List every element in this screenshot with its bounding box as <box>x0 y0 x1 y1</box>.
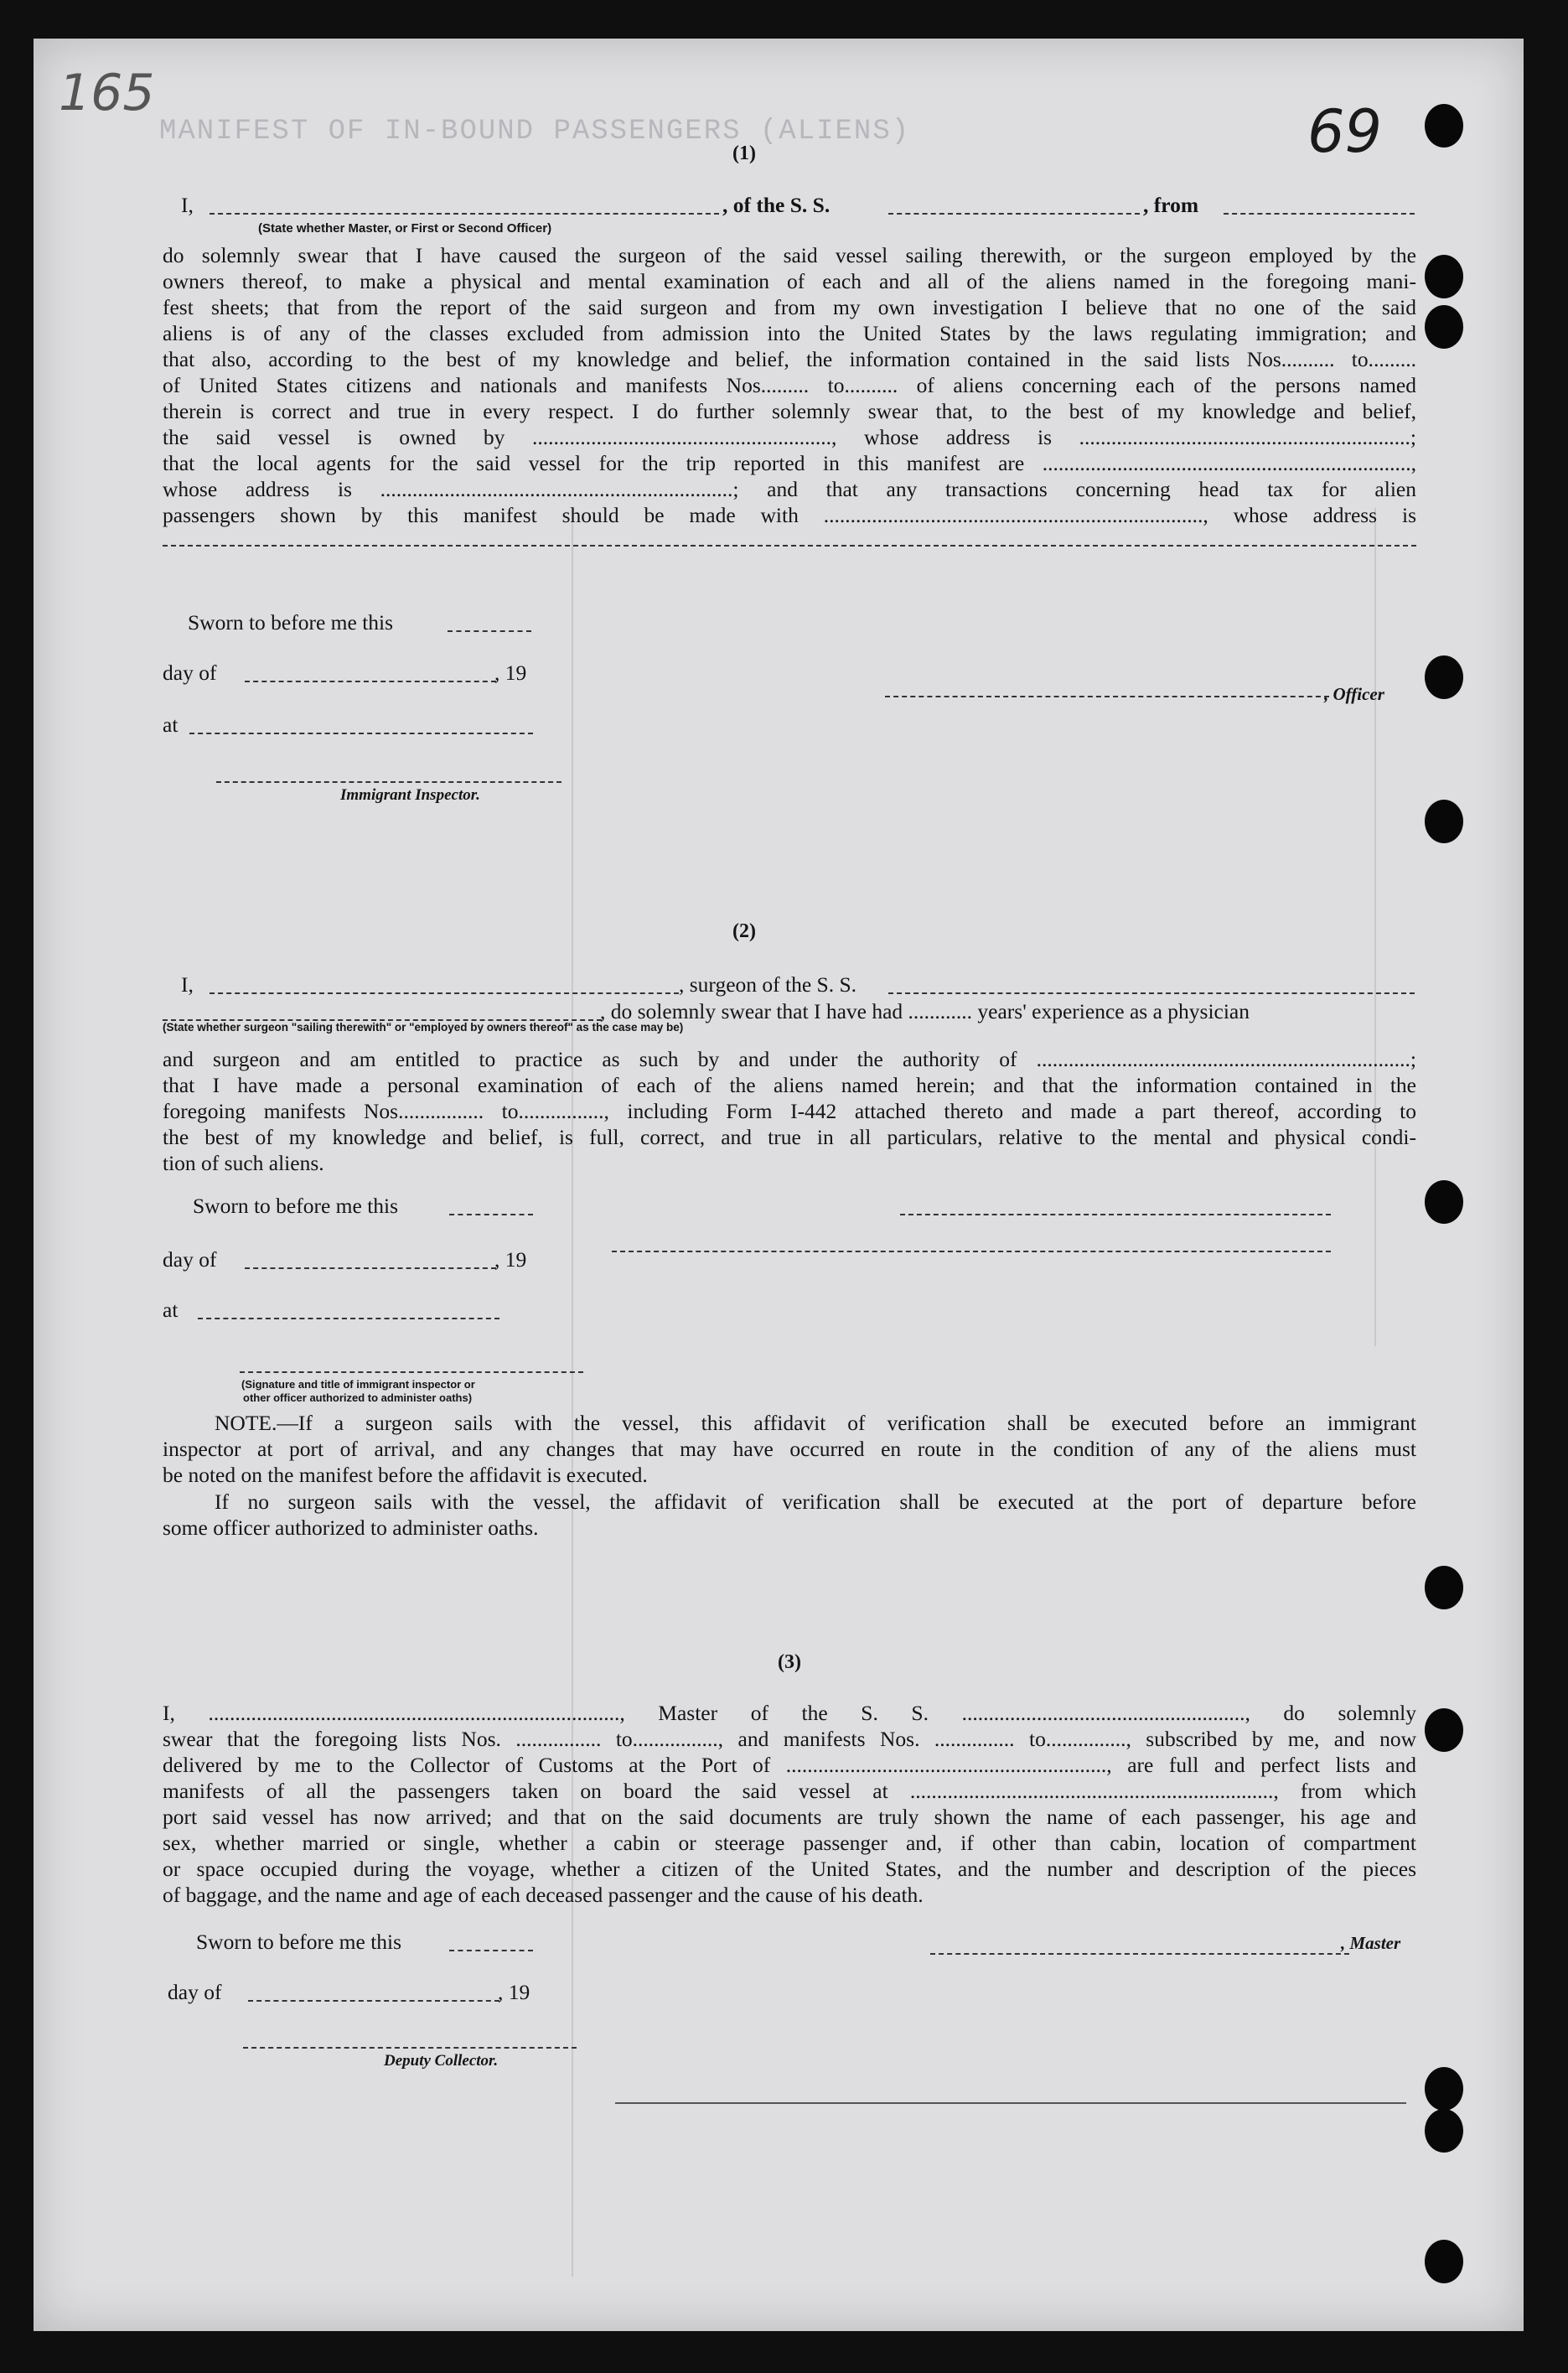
section-1-i: I, <box>181 193 194 217</box>
punch-hole <box>1425 2067 1463 2111</box>
handwritten-page-number: 69 <box>1307 97 1383 166</box>
section-1-line: of United States citizens and nationals and manifests Nos......... to.......... of aliens concerning each of the persons named <box>163 373 1416 397</box>
inspector-signature-line <box>216 781 561 783</box>
section-2-i: I, <box>181 972 194 997</box>
note-line: be noted on the manifest before the affidavit is executed. <box>163 1463 648 1487</box>
section-1-line: that the local agents for the said vessel for the trip reported in this manifest are ....................................................................., <box>163 451 1416 475</box>
section-2-sworn: Sworn to before me this <box>193 1194 399 1218</box>
punch-hole <box>1425 800 1463 843</box>
punch-hole <box>1425 655 1463 699</box>
signature-line <box>900 1214 1331 1215</box>
section-3-line: delivered by me to the Collector of Customs at the Port of ............................................................, are full and perfect lists and <box>163 1753 1416 1777</box>
section-2-line: tion of such aliens. <box>163 1151 324 1175</box>
officer-signature-line <box>885 696 1329 697</box>
divider-line <box>612 1251 1331 1252</box>
section-1-line: passengers shown by this manifest should be made with ......................................................................., whose address is <box>163 503 1416 527</box>
section-2-hint: (State whether surgeon "sailing therewith" or "employed by owners thereof" as the case may be) <box>163 1021 684 1034</box>
section-1-sworn: Sworn to before me this <box>188 610 394 635</box>
blank-line <box>449 1950 533 1951</box>
section-3-line: sex, whether married or single, whether a cabin or steerage passenger and, if other than cabin, location of compartment <box>163 1831 1416 1855</box>
blank-line <box>245 1267 496 1269</box>
blank-line <box>210 992 679 994</box>
manifest-page <box>34 39 1524 2331</box>
punch-hole <box>1425 1180 1463 1224</box>
punch-hole <box>1425 1566 1463 1609</box>
section-2-number: (2) <box>732 920 756 942</box>
blank-line <box>448 630 531 632</box>
section-3-number: (3) <box>778 1651 801 1673</box>
section-1-line: owners thereof, to make a physical and mental examination of each and all of the aliens named in the foregoing mani- <box>163 269 1416 293</box>
note-line: inspector at port of arrival, and any changes that may have occurred en route in the condition of any of the aliens must <box>163 1437 1416 1461</box>
section-3-sworn: Sworn to before me this <box>196 1930 402 1954</box>
blank-line <box>245 681 496 682</box>
blank-line <box>888 992 1415 994</box>
bleed-through-title: MANIFEST OF IN-BOUND PASSENGERS (ALIENS) <box>159 116 911 148</box>
section-3-day-of: day of <box>168 1980 222 2004</box>
section-1-hint: (State whether Master, or First or Second Officer) <box>258 221 552 236</box>
handwritten-corner-number: 165 <box>59 64 155 122</box>
section-3-line: I, ............................................................................., Master of the S. S. ....................................................., do solemnly <box>163 1701 1416 1725</box>
bleed-column-line <box>572 508 573 2277</box>
sig-caption: other officer authorized to administer oaths) <box>243 1391 473 1404</box>
section-2-year: , 19 <box>494 1247 527 1272</box>
section-2-line: foregoing manifests Nos................ to................, including Form I-442 attached thereto and made a part thereof, according to <box>163 1099 1416 1123</box>
section-2-line: the best of my knowledge and belief, is full, correct, and true in all particulars, relative to the mental and physical condi- <box>163 1125 1416 1149</box>
blank-line <box>449 1214 533 1215</box>
bleed-column-line <box>1374 508 1376 1346</box>
punch-hole <box>1425 305 1463 349</box>
immigrant-inspector-label: Immigrant Inspector. <box>340 786 480 804</box>
divider-line <box>615 2102 1406 2104</box>
section-1-line: fest sheets; that from the report of the said surgeon and from my own investigation I believe that no one of the said <box>163 295 1416 319</box>
punch-hole <box>1425 104 1463 148</box>
section-1-from: , from <box>1143 193 1199 217</box>
section-2-swear: , do solemnly swear that I have had ............ years' experience as a physician <box>600 999 1250 1023</box>
section-1-line: the said vessel is owned by ........................................................, whose address is ..............................................................; <box>163 425 1416 449</box>
note-line: If no surgeon sails with the vessel, the affidavit of verification shall be executed at the port of departure before <box>215 1490 1416 1514</box>
section-1-line: aliens is of any of the classes excluded from admission into the United States by the laws regulating immigration; and <box>163 321 1416 345</box>
section-3-line: or space occupied during the voyage, whether a citizen of the United States, and the number and description of the pieces <box>163 1857 1416 1881</box>
punch-hole <box>1425 2109 1463 2153</box>
master-signature-line <box>930 1953 1349 1955</box>
blank-line <box>198 1318 499 1319</box>
master-label: , Master <box>1341 1933 1401 1953</box>
section-2-at: at <box>163 1298 179 1322</box>
section-2-line: and surgeon and am entitled to practice as such by and under the authority of ......................................................................; <box>163 1047 1416 1071</box>
blank-line <box>888 213 1140 215</box>
section-1-day-of: day of <box>163 661 217 685</box>
blank-line <box>248 2000 499 2002</box>
note-line: some officer authorized to administer oaths. <box>163 1516 539 1540</box>
blank-line <box>189 733 533 734</box>
section-2-line: that I have made a personal examination of each of the aliens named herein; and that the information contained in the <box>163 1073 1416 1097</box>
section-1-year: , 19 <box>494 661 527 685</box>
section-2-surgeon: , surgeon of the S. S. <box>679 972 857 997</box>
collector-signature-line <box>243 2047 577 2049</box>
section-3-year: , 19 <box>498 1980 530 2004</box>
section-3-line: port said vessel has now arrived; and that on the said documents are truly shown the name of each passenger, his age and <box>163 1805 1416 1829</box>
section-3-line: manifests of all the passengers taken on board the said vessel at ...................................................................., from which <box>163 1779 1416 1803</box>
section-1-line: do solemnly swear that I have caused the surgeon of the said vessel sailing therewith, or the surgeon employed by the <box>163 243 1416 267</box>
blank-line <box>163 545 1416 547</box>
section-1-line: therein is correct and true in every respect. I do further solemnly swear that, to the best of my knowledge and belief, <box>163 399 1416 423</box>
section-3-line: of baggage, and the name and age of each deceased passenger and the cause of his death. <box>163 1883 924 1907</box>
section-1-at: at <box>163 712 179 737</box>
sig-caption: (Signature and title of immigrant inspector or <box>241 1378 475 1391</box>
section-1-ss: , of the S. S. <box>722 193 831 217</box>
section-1-line: that also, according to the best of my knowledge and belief, the information contained in the said lists Nos.......... to......... <box>163 347 1416 371</box>
blank-line <box>1224 213 1415 215</box>
punch-hole <box>1425 255 1463 298</box>
blank-line <box>210 213 719 215</box>
section-1-line: whose address is ..................................................................; and that any transactions concerning head tax for alien <box>163 477 1416 501</box>
section-1-number: (1) <box>732 142 756 164</box>
section-2-day-of: day of <box>163 1247 217 1272</box>
deputy-collector-label: Deputy Collector. <box>384 2052 499 2070</box>
note-line: NOTE.—If a surgeon sails with the vessel, this affidavit of verification shall be executed before an immigrant <box>215 1411 1416 1435</box>
blank-line <box>240 1371 583 1373</box>
section-3-line: swear that the foregoing lists Nos. ................ to................, and manifests Nos. ............... to..............., subscribed by me, and now <box>163 1727 1416 1751</box>
punch-hole <box>1425 1708 1463 1752</box>
officer-label: , Officer <box>1324 684 1384 704</box>
punch-hole <box>1425 2240 1463 2283</box>
